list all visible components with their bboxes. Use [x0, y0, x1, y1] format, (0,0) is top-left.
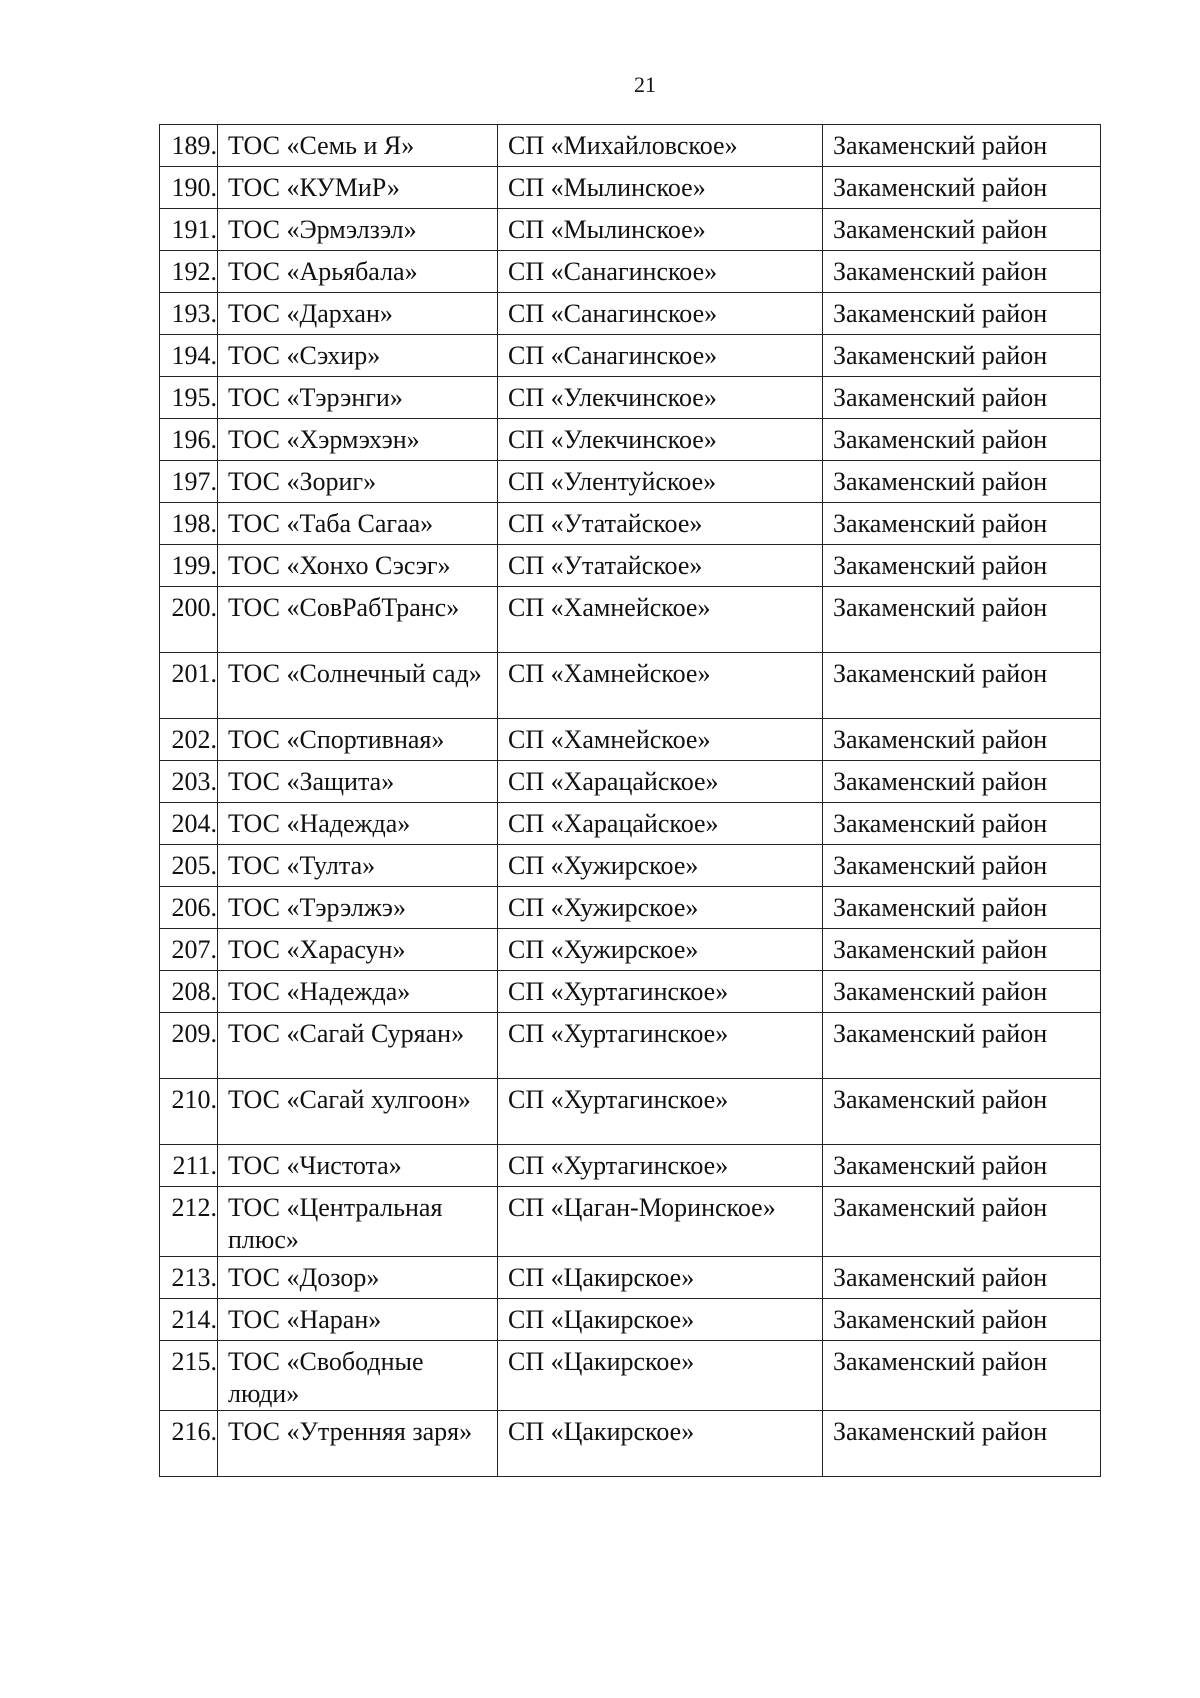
settlement: СП «Санагинское» [498, 335, 823, 377]
settlement: СП «Хужирское» [498, 845, 823, 887]
district: Закаменский район [823, 1187, 1101, 1257]
settlement: СП «Хамнейское» [498, 719, 823, 761]
settlement: СП «Цаган-Моринское» [498, 1187, 823, 1257]
table-row [160, 1145, 1101, 1187]
district: Закаменский район [823, 209, 1101, 251]
row-number: 190. [160, 167, 218, 209]
table-row [160, 293, 1101, 335]
table-row [160, 719, 1101, 761]
tos-name: ТОС «Эрмэлзэл» [218, 209, 498, 251]
row-number: 214. [160, 1299, 218, 1341]
settlement: СП «Цакирское» [498, 1341, 823, 1411]
tos-name: ТОС «Тэрэнги» [218, 377, 498, 419]
district: Закаменский район [823, 1079, 1101, 1145]
tos-name: ТОС «Таба Сагаа» [218, 503, 498, 545]
tos-name: ТОС «Чистота» [218, 1145, 498, 1187]
tos-name: ТОС «Сагай хулгоон» [218, 1079, 498, 1145]
settlement: СП «Санагинское» [498, 251, 823, 293]
district: Закаменский район [823, 653, 1101, 719]
settlement: СП «Цакирское» [498, 1299, 823, 1341]
row-number: 201. [160, 653, 218, 719]
table-row [160, 1079, 1101, 1145]
district: Закаменский район [823, 461, 1101, 503]
tos-name: ТОС «Свободные люди» [218, 1341, 498, 1411]
table-row [160, 653, 1101, 719]
settlement: СП «Хужирское» [498, 929, 823, 971]
table-row [160, 335, 1101, 377]
settlement: СП «Хуртагинское» [498, 1145, 823, 1187]
settlement: СП «Улекчинское» [498, 377, 823, 419]
table-row [160, 803, 1101, 845]
settlement: СП «Цакирское» [498, 1411, 823, 1477]
row-number: 202. [160, 719, 218, 761]
row-number: 196. [160, 419, 218, 461]
row-number: 205. [160, 845, 218, 887]
tos-name: ТОС «Арьябала» [218, 251, 498, 293]
settlement: СП «Цакирское» [498, 1257, 823, 1299]
settlement: СП «Михайловское» [498, 125, 823, 167]
row-number: 199. [160, 545, 218, 587]
settlement: СП «Хамнейское» [498, 653, 823, 719]
table-row [160, 587, 1101, 653]
table-row [160, 971, 1101, 1013]
row-number: 189. [160, 125, 218, 167]
row-number: 212. [160, 1187, 218, 1257]
district: Закаменский район [823, 377, 1101, 419]
settlement: СП «Хуртагинское» [498, 1079, 823, 1145]
settlement: СП «Улентуйское» [498, 461, 823, 503]
district: Закаменский район [823, 1299, 1101, 1341]
row-number: 209. [160, 1013, 218, 1079]
tos-name: ТОС «Семь и Я» [218, 125, 498, 167]
table-row [160, 1187, 1101, 1257]
table-row [160, 1257, 1101, 1299]
tos-name: ТОС «Надежда» [218, 803, 498, 845]
tos-name: ТОС «Сэхир» [218, 335, 498, 377]
tos-name: ТОС «Сагай Суряан» [218, 1013, 498, 1079]
table-row [160, 503, 1101, 545]
settlement: СП «Мылинское» [498, 209, 823, 251]
tos-name: ТОС «Дархан» [218, 293, 498, 335]
settlement: СП «Хужирское» [498, 887, 823, 929]
page-number: 21 [634, 72, 656, 97]
district: Закаменский район [823, 587, 1101, 653]
settlement: СП «Хуртагинское» [498, 971, 823, 1013]
table-row [160, 887, 1101, 929]
table-row [160, 761, 1101, 803]
district: Закаменский район [823, 293, 1101, 335]
district: Закаменский район [823, 1411, 1101, 1477]
settlement: СП «Харацайское» [498, 761, 823, 803]
tos-name: ТОС «Тэрэлжэ» [218, 887, 498, 929]
row-number: 216. [160, 1411, 218, 1477]
district: Закаменский район [823, 167, 1101, 209]
tos-name: ТОС «Тулта» [218, 845, 498, 887]
settlement: СП «Улекчинское» [498, 419, 823, 461]
row-number: 197. [160, 461, 218, 503]
settlement: СП «Хамнейское» [498, 587, 823, 653]
table-row [160, 1341, 1101, 1411]
row-number: 198. [160, 503, 218, 545]
row-number: 204. [160, 803, 218, 845]
tos-name: ТОС «Солнечный сад» [218, 653, 498, 719]
settlement: СП «Харацайское» [498, 803, 823, 845]
district: Закаменский район [823, 125, 1101, 167]
district: Закаменский район [823, 929, 1101, 971]
settlement: СП «Утатайское» [498, 503, 823, 545]
tos-name: ТОС «СовРабТранс» [218, 587, 498, 653]
row-number: 213. [160, 1257, 218, 1299]
tos-name: ТОС «Спортивная» [218, 719, 498, 761]
district: Закаменский район [823, 1145, 1101, 1187]
table-row [160, 545, 1101, 587]
district: Закаменский район [823, 1013, 1101, 1079]
tos-name: ТОС «Наран» [218, 1299, 498, 1341]
row-number: 203. [160, 761, 218, 803]
row-number: 206. [160, 887, 218, 929]
tos-name: ТОС «Центральная плюс» [218, 1187, 498, 1257]
tos-name: ТОС «КУМиР» [218, 167, 498, 209]
district: Закаменский район [823, 887, 1101, 929]
table-row [160, 209, 1101, 251]
tos-table [159, 124, 1101, 1477]
row-number: 208. [160, 971, 218, 1013]
row-number: 191. [160, 209, 218, 251]
settlement: СП «Мылинское» [498, 167, 823, 209]
row-number: 207. [160, 929, 218, 971]
district: Закаменский район [823, 719, 1101, 761]
tos-name: ТОС «Хэрмэхэн» [218, 419, 498, 461]
settlement: СП «Санагинское» [498, 293, 823, 335]
table-row [160, 377, 1101, 419]
tos-table-body [160, 125, 1101, 1477]
table-row [160, 419, 1101, 461]
table-row [160, 461, 1101, 503]
row-number: 193. [160, 293, 218, 335]
tos-name: ТОС «Надежда» [218, 971, 498, 1013]
tos-name: ТОС «Утренняя заря» [218, 1411, 498, 1477]
table-row [160, 167, 1101, 209]
table-row [160, 1411, 1101, 1477]
row-number: 215. [160, 1341, 218, 1411]
district: Закаменский район [823, 1257, 1101, 1299]
district: Закаменский район [823, 803, 1101, 845]
table-row [160, 845, 1101, 887]
table-row [160, 1013, 1101, 1079]
tos-name: ТОС «Харасун» [218, 929, 498, 971]
settlement: СП «Хуртагинское» [498, 1013, 823, 1079]
district: Закаменский район [823, 419, 1101, 461]
row-number: 195. [160, 377, 218, 419]
tos-name: ТОС «Зориг» [218, 461, 498, 503]
district: Закаменский район [823, 545, 1101, 587]
row-number: 211. [160, 1145, 218, 1187]
tos-name: ТОС «Хонхо Сэсэг» [218, 545, 498, 587]
row-number: 194. [160, 335, 218, 377]
district: Закаменский район [823, 251, 1101, 293]
district: Закаменский район [823, 335, 1101, 377]
district: Закаменский район [823, 971, 1101, 1013]
table-row [160, 125, 1101, 167]
table-row [160, 1299, 1101, 1341]
row-number: 192. [160, 251, 218, 293]
district: Закаменский район [823, 503, 1101, 545]
tos-name: ТОС «Защита» [218, 761, 498, 803]
tos-name: ТОС «Дозор» [218, 1257, 498, 1299]
district: Закаменский район [823, 845, 1101, 887]
table-row [160, 251, 1101, 293]
district: Закаменский район [823, 1341, 1101, 1411]
row-number: 200. [160, 587, 218, 653]
district: Закаменский район [823, 761, 1101, 803]
settlement: СП «Утатайское» [498, 545, 823, 587]
table-row [160, 929, 1101, 971]
row-number: 210. [160, 1079, 218, 1145]
